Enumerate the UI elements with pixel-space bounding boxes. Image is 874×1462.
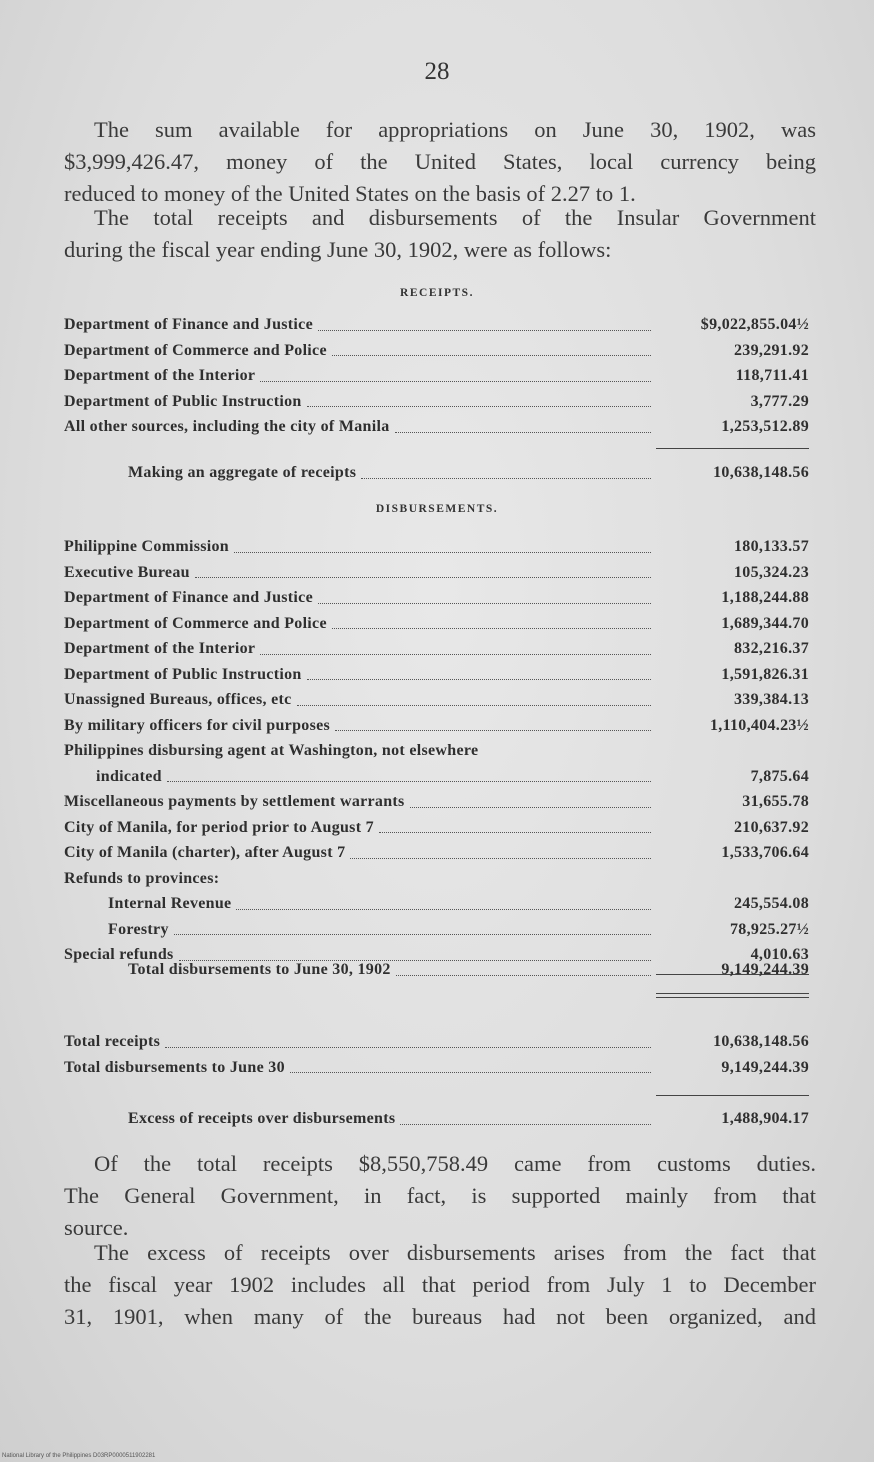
total-amount: 9,149,244.39 [721,961,809,978]
ledger-row [64,636,809,662]
row-label: Department of the Interior [64,640,256,657]
text-line: The General Government, in fact, is supported mainly from that [64,1183,816,1208]
row-amount: 1,533,706.64 [721,844,809,861]
text-line: $3,999,426.47, money of the United States, local currency being [64,149,816,174]
text-line: The sum available for appropriations on June 30, 1902, was [94,117,816,142]
ledger-row [64,534,809,560]
ledger-row [64,611,809,637]
excess-total [64,1106,809,1132]
row-amount: 245,554.08 [734,895,809,912]
row-amount: 78,925.27½ [730,920,809,938]
receipts-table [64,312,809,440]
row-amount: 180,133.57 [734,538,809,555]
row-label: indicated [96,767,162,785]
page-number: 28 [424,58,450,85]
ledger-row [64,585,809,611]
double-rule [656,993,809,994]
dot-leader [174,934,651,935]
ledger-total-row [64,1106,809,1132]
dot-leader [318,330,651,331]
dot-leader [260,381,651,382]
dot-leader [410,807,651,808]
ledger-row [64,414,809,440]
paragraph-intro-table [64,202,816,266]
ledger-row [64,866,809,892]
dot-leader [379,832,651,833]
row-label: City of Manila (charter), after August 7 [64,844,346,861]
ledger-row [64,738,809,764]
total-label: Total disbursements to June 30, 1902 [128,961,391,978]
row-label: Total receipts [64,1033,161,1050]
ledger-total-row [64,957,809,983]
dot-leader [236,909,651,910]
ledger-row [64,815,809,841]
dot-leader [361,478,651,479]
dot-leader [396,975,651,976]
row-label: Department of Public Instruction [64,392,302,410]
ledger-row [64,840,809,866]
ledger-row [64,1055,809,1081]
paragraph-appropriations [64,114,816,210]
dot-leader [307,406,651,407]
ledger-row [64,891,809,917]
row-amount: 3,777.29 [750,392,809,410]
row-label: Special refunds [64,946,174,963]
text-line: Of the total receipts $8,550,758.49 came from customs duties. [94,1151,816,1176]
ledger-row [64,338,809,364]
receipts-total [64,460,809,486]
row-label: Refunds to provinces: [64,869,220,887]
library-footer: National Library of the Philippines D03RP0000511902281 [2,1453,156,1459]
text-line: reduced to money of the United States on the basis of 2.27 to 1. [64,181,636,206]
dot-leader [260,654,651,655]
dot-leader [165,1047,651,1048]
dot-leader [332,628,651,629]
row-label: By military officers for civil purposes [64,716,331,734]
row-label: Internal Revenue [108,895,232,912]
row-amount: 9,149,244.39 [721,1058,809,1076]
row-label: City of Manila, for period prior to August 7 [64,818,374,836]
row-label: Department of Finance and Justice [64,589,313,606]
ledger-row [64,560,809,586]
row-label: Executive Bureau [64,563,190,581]
row-amount: 31,655.78 [742,793,809,810]
row-amount: 339,384.13 [734,691,809,708]
dot-leader [335,730,651,731]
ledger-row [64,312,809,338]
disbursements-total [64,957,809,983]
ledger-row [64,1029,809,1055]
row-amount: 1,689,344.70 [721,614,809,632]
row-label: Department of Public Instruction [64,665,302,683]
sum-rule [656,1095,809,1096]
row-amount: 10,638,148.56 [713,1033,809,1050]
row-amount: 832,216.37 [734,640,809,657]
total-amount: 1,488,904.17 [721,1110,809,1127]
dot-leader [350,858,651,859]
dot-leader [318,603,651,604]
ledger-row [64,687,809,713]
text-line: 31, 1901, when many of the bureaus had not been organized, and [64,1304,816,1329]
dot-leader [395,432,651,433]
disbursements-heading: DISBURSEMENTS. [375,503,499,515]
row-amount: 210,637.92 [734,818,809,836]
row-amount: 118,711.41 [735,367,809,384]
row-label: Miscellaneous payments by settlement warrants [64,793,405,810]
ledger-row [64,713,809,739]
row-amount: 1,188,244.88 [721,589,809,606]
row-amount: 1,591,826.31 [721,665,809,683]
text-line: source. [64,1215,129,1240]
text-line: during the fiscal year ending June 30, 1902, were as follows: [64,237,612,262]
ledger-row [64,917,809,943]
dot-leader [307,679,651,680]
row-amount: 1,253,512.89 [721,418,809,435]
row-amount: 105,324.23 [734,563,809,581]
ledger-total-row [64,460,809,486]
row-label: Forestry [108,920,169,938]
row-label: All other sources, including the city of Manila [64,418,390,435]
total-label: Excess of receipts over disbursements [128,1110,396,1127]
ledger-row [64,764,809,790]
row-amount: $9,022,855.04½ [700,316,809,333]
paragraph-customs [64,1148,816,1244]
dot-leader [400,1124,651,1125]
ledger-row [64,363,809,389]
paragraph-excess [64,1237,816,1333]
dot-leader [332,355,651,356]
row-label: Total disbursements to June 30 [64,1058,285,1076]
text-line: the fiscal year 1902 includes all that period from July 1 to December [64,1272,816,1297]
text-line: The excess of receipts over disbursements arises from the fact that [94,1240,816,1265]
row-amount: 1,110,404.23½ [709,716,809,734]
total-amount: 10,638,148.56 [713,464,809,481]
row-label: Department of Commerce and Police [64,341,327,359]
dot-leader [297,705,651,706]
dot-leader [195,577,651,578]
row-label: Philippine Commission [64,538,230,555]
summary-table [64,1029,809,1080]
dot-leader [167,781,651,782]
ledger-row [64,389,809,415]
row-label: Philippines disbursing agent at Washington, not elsewhere [64,742,479,759]
row-label: Department of Finance and Justice [64,316,313,333]
dot-leader [290,1072,651,1073]
disbursements-table [64,534,809,968]
receipts-heading: RECEIPTS. [400,287,474,299]
row-label: Unassigned Bureaus, offices, etc [64,691,292,708]
ledger-row [64,662,809,688]
sum-rule [656,448,809,449]
ledger-row [64,789,809,815]
row-label: Department of Commerce and Police [64,614,327,632]
dot-leader [234,552,651,553]
row-amount: 4,010.63 [750,946,809,963]
row-label: Department of the Interior [64,367,256,384]
row-amount: 239,291.92 [734,341,809,359]
total-label: Making an aggregate of receipts [128,464,357,481]
text-line: The total receipts and disbursements of the Insular Government [94,205,816,230]
row-amount: 7,875.64 [750,767,809,785]
